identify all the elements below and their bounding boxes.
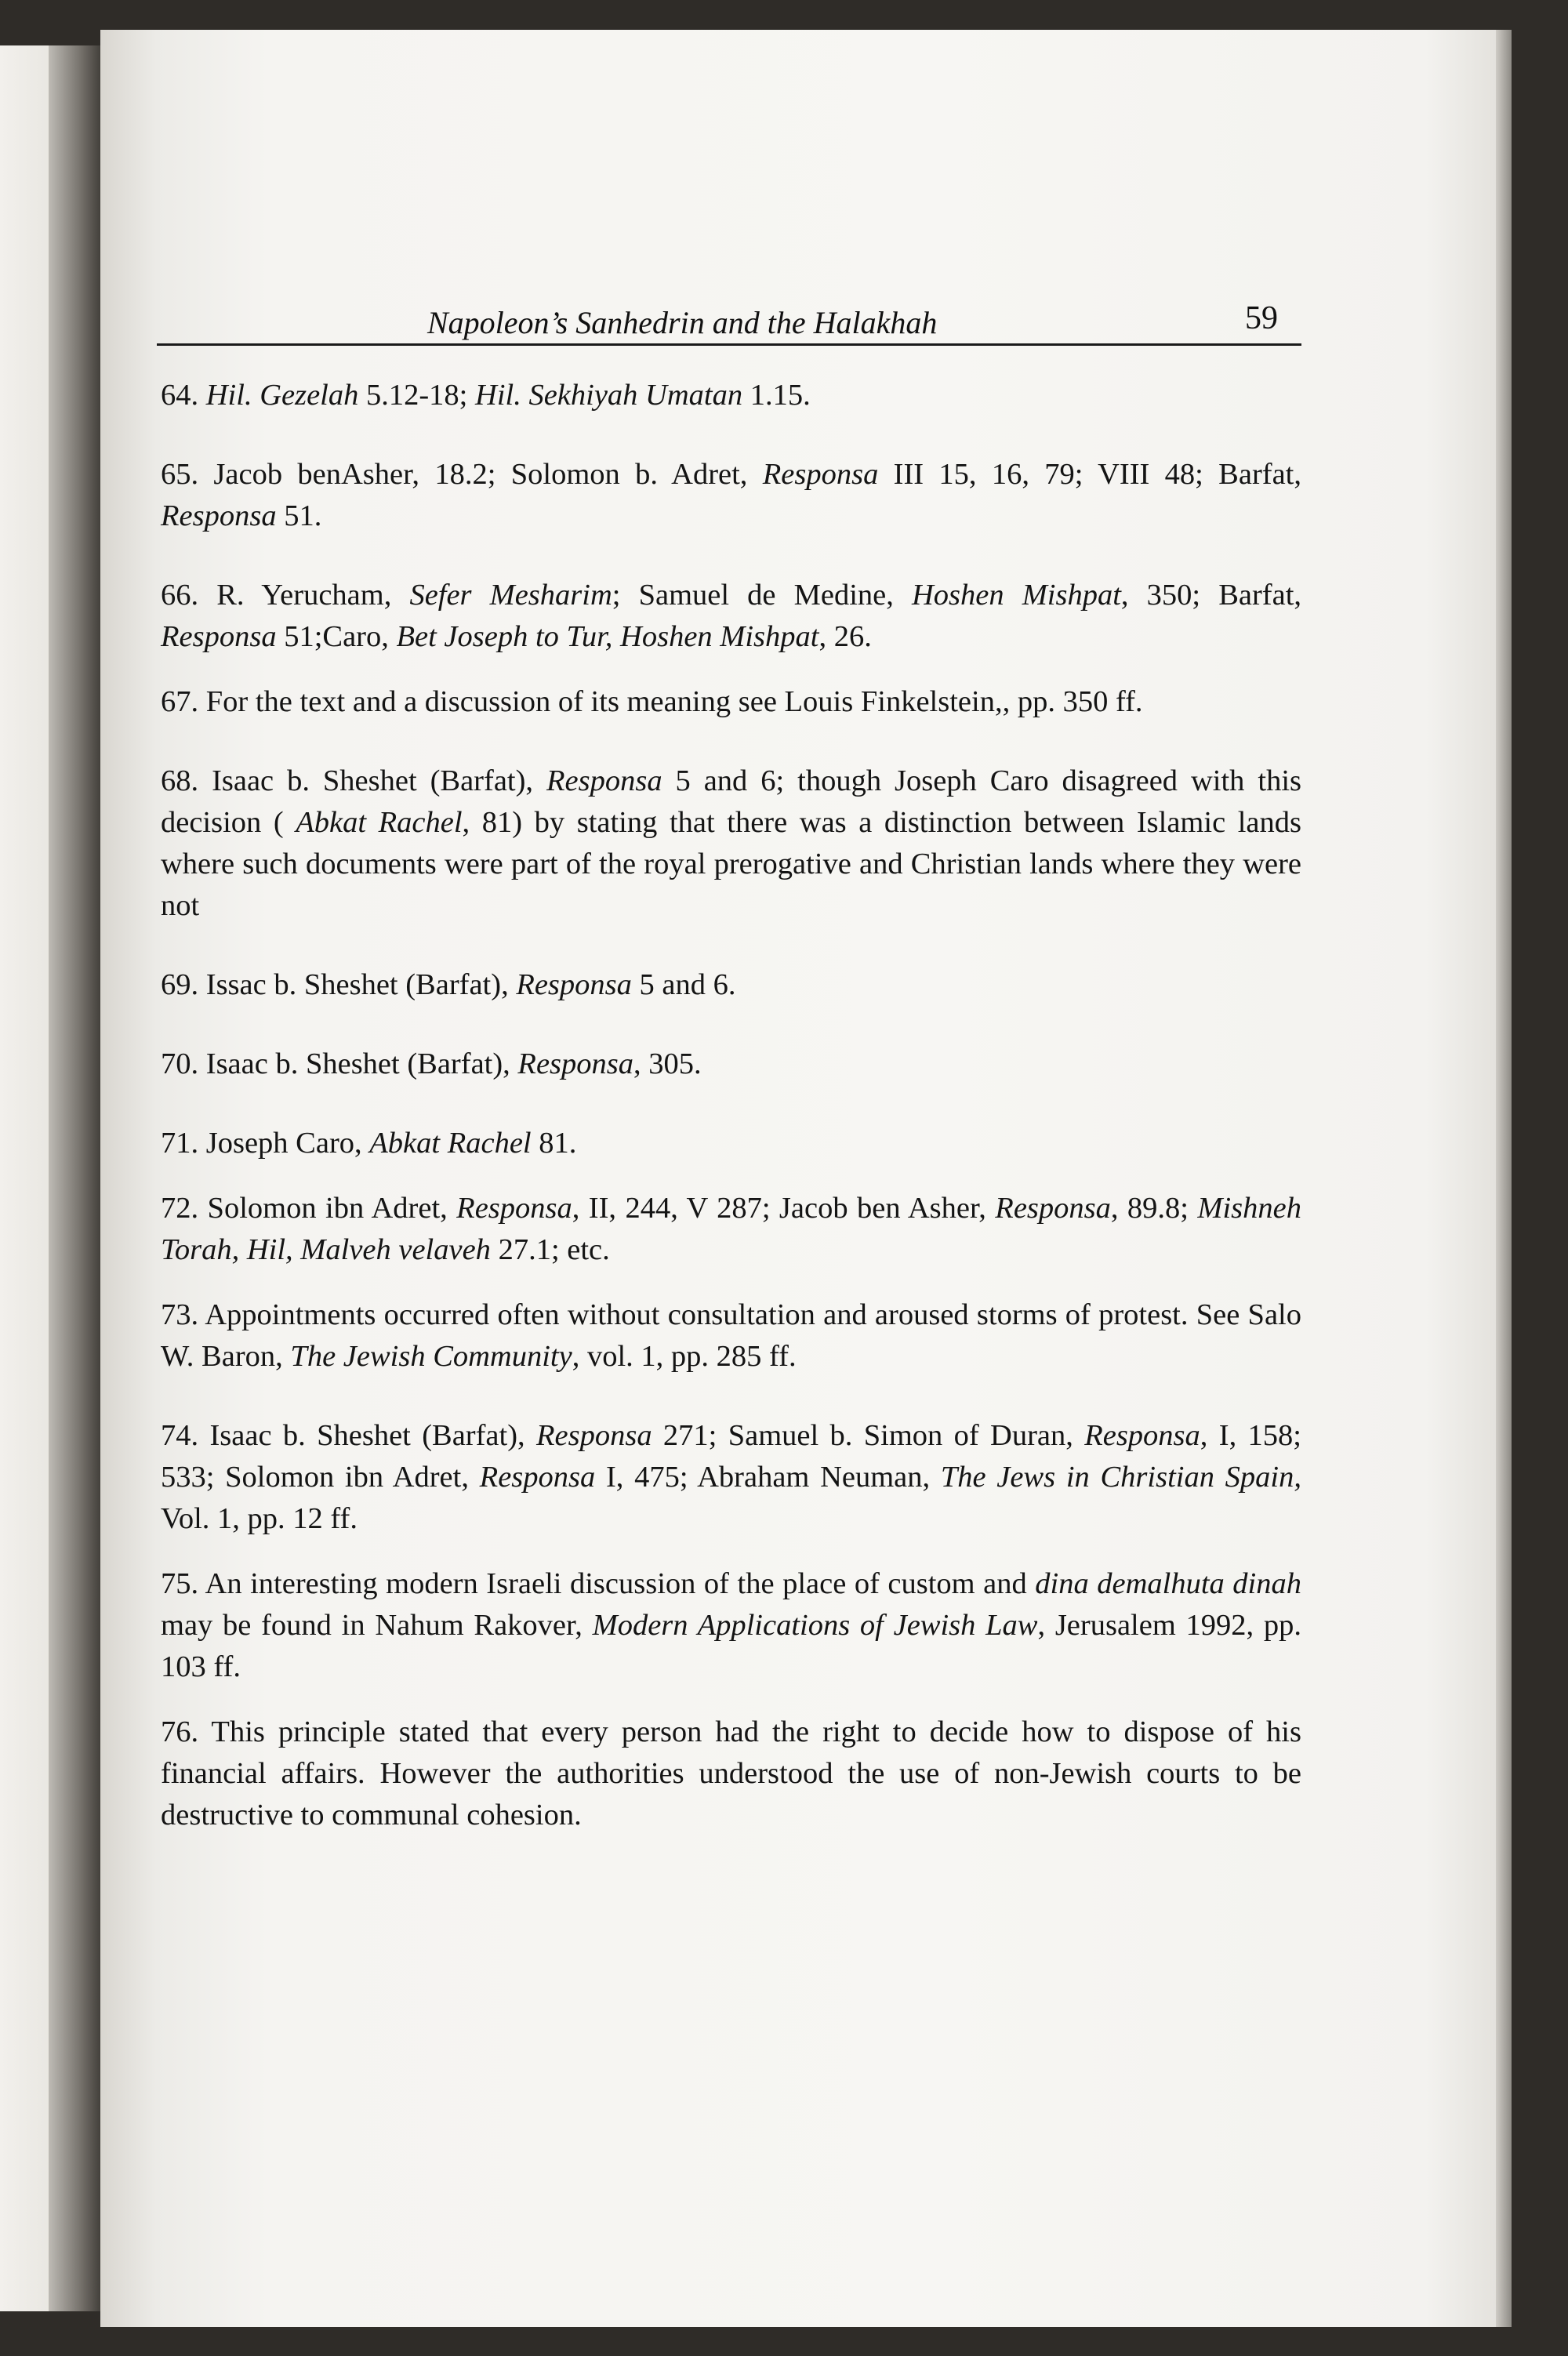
note-70: 70. Isaac b. Sheshet (Barfat), Responsa, 305. bbox=[161, 1047, 702, 1080]
note-75: 75. An interesting modern Israeli discussion of the place of custom and dina demalhuta dinah may be found in Nahum Rakover, Modern Applications of Jewish Law, Jerusalem 1992, pp. 103 ff. bbox=[161, 1567, 1301, 1683]
note-69: 69. Issac b. Sheshet (Barfat), Responsa 5 and 6. bbox=[161, 968, 736, 1001]
note-64: 64. Hil. Gezelah 5.12-18; Hil. Sekhiyah Umatan 1.15. bbox=[161, 379, 811, 412]
note-67: 67. For the text and a discussion of its meaning see Louis Finkelstein,, pp. 350 ff. bbox=[161, 685, 1143, 718]
note-76: 76. This principle stated that every person had the right to decide how to dispose of his financial affairs. However the authorities understood the use of non-Jewish courts to be destructive to communal cohesion. bbox=[161, 1715, 1301, 1831]
running-title: Napoleon’s Sanhedrin and the Halakhah bbox=[427, 305, 938, 340]
page-number: 59 bbox=[1245, 300, 1278, 336]
note-68: 68. Isaac b. Sheshet (Barfat), Responsa 5 and 6; though Joseph Caro disagreed with this decision ( Abkat Rachel, 81) by stating that there was a distinction between Islamic lands where such documents were part of the royal prerogative and Christian lands where they were not bbox=[161, 764, 1301, 922]
running-head bbox=[157, 300, 1301, 351]
note-72: 72. Solomon ibn Adret, Responsa, II, 244, V 287; Jacob ben Asher, Responsa, 89.8; Mishneh Torah, Hil, Malveh velaveh 27.1; etc. bbox=[161, 1192, 1301, 1266]
note-65: 65. Jacob benAsher, 18.2; Solomon b. Adret, Responsa III 15, 16, 79; VIII 48; Barfat, Responsa 51. bbox=[161, 458, 1302, 532]
endnotes bbox=[161, 375, 1301, 1836]
note-71: 71. Joseph Caro, Abkat Rachel 81. bbox=[161, 1127, 577, 1160]
note-74: 74. Isaac b. Sheshet (Barfat), Responsa 271; Samuel b. Simon of Duran, Responsa, I, 158; 533; Solomon ibn Adret, Responsa I, 475; Abraham Neuman, The Jews in Christian Spain, Vol. 1, pp. 12 ff. bbox=[161, 1419, 1301, 1535]
book-gutter bbox=[49, 45, 103, 2311]
note-66: 66. R. Yerucham, Sefer Mesharim; Samuel de Medine, Hoshen Mishpat, 350; Barfat, Responsa 51;Caro, Bet Joseph to Tur, Hoshen Mishpat, 26. bbox=[161, 579, 1302, 653]
page-edge-shadow bbox=[1496, 30, 1512, 2327]
header-rule bbox=[157, 343, 1301, 346]
note-73: 73. Appointments occurred often without consultation and aroused storms of protest. See Salo W. Baron, The Jewish Community, vol. 1, pp. 285 ff. bbox=[161, 1298, 1301, 1373]
